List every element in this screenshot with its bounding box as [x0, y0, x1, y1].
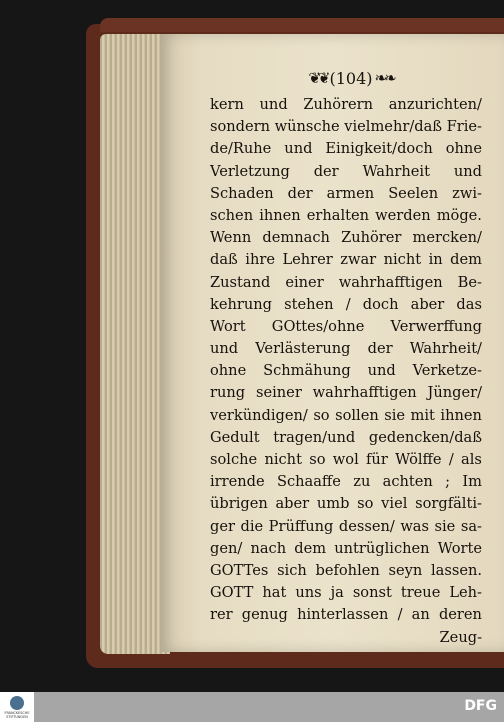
catchword: Zeug-: [439, 628, 482, 646]
word: und: [259, 96, 288, 113]
word: genug: [241, 606, 288, 624]
word: Gedult: [210, 428, 260, 446]
word: kehrung: [210, 295, 272, 313]
word: der: [313, 162, 339, 180]
word: Verketze-: [412, 362, 482, 380]
word: viel: [381, 495, 408, 513]
word: zwi-: [452, 184, 482, 202]
word: lassen.: [430, 561, 482, 579]
word: als: [461, 451, 482, 468]
word: armen: [326, 184, 375, 202]
word: sie: [384, 406, 406, 424]
word: Prüffung: [268, 517, 334, 535]
word: sonst: [352, 584, 392, 602]
word: nicht: [264, 451, 302, 468]
word: Wahrheit: [362, 162, 430, 180]
word: mit: [410, 406, 435, 424]
word: GOTTes: [210, 561, 269, 579]
word: seyn: [388, 561, 423, 579]
word: umb: [316, 495, 350, 513]
word: Zuhörern: [303, 96, 374, 113]
word: ;: [445, 473, 451, 491]
body-text: [210, 94, 482, 649]
word: so: [313, 406, 330, 424]
word: erhalten: [306, 206, 370, 224]
word: nicht: [383, 251, 422, 269]
word: tragen/und: [273, 428, 356, 446]
ornament-right-icon: ❧❧: [374, 69, 394, 87]
word: untrüglichen: [334, 539, 430, 557]
word: achten: [382, 473, 433, 491]
text-line: [210, 538, 482, 560]
word: nach: [250, 539, 287, 557]
word: deren: [438, 606, 482, 624]
word: sondern: [210, 118, 271, 136]
word: und: [284, 140, 313, 158]
text-line: [210, 382, 482, 404]
word: wahrhafftigen: [312, 384, 417, 402]
word: ger: [210, 517, 235, 535]
word: stehen: [284, 295, 334, 313]
word: Worte: [437, 539, 482, 557]
word: Wahrheit/: [409, 340, 482, 358]
text-line: [210, 471, 482, 493]
word: rung: [210, 384, 246, 402]
word: wol: [332, 451, 359, 468]
word: Zustand: [210, 273, 271, 291]
word: zwar: [340, 251, 377, 269]
word: was: [400, 517, 429, 535]
word: GOttes/ohne: [271, 317, 365, 335]
word: ihre: [245, 251, 275, 269]
word: so: [357, 495, 374, 513]
text-line: [210, 560, 482, 582]
word: Leh-: [449, 584, 482, 602]
word: Schaden: [210, 184, 274, 202]
word: Seelen: [388, 184, 439, 202]
word: /: [345, 295, 351, 313]
word: Einigkeit/doch: [325, 140, 433, 158]
word: werden: [375, 206, 431, 224]
word: Schmähung: [263, 362, 351, 380]
word: treue: [400, 584, 441, 602]
word: befohlen: [315, 561, 380, 579]
text-line: [210, 338, 482, 360]
word: solche: [210, 451, 258, 468]
word: dem: [294, 539, 327, 557]
text-line: [210, 405, 482, 427]
text-line: [210, 294, 482, 316]
word: doch: [362, 295, 399, 313]
word: an: [411, 606, 430, 624]
text-line: [210, 604, 482, 626]
word: vielmehr/daß: [344, 118, 443, 136]
word: sich: [277, 561, 307, 579]
word: daß: [210, 251, 238, 269]
text-line: [210, 449, 482, 471]
word: kern: [210, 96, 244, 113]
word: übrigen: [210, 495, 268, 513]
word: Verletzung: [210, 162, 290, 180]
word: Verwerffung: [390, 317, 482, 335]
word: der: [367, 340, 393, 358]
text-line: [210, 183, 482, 205]
dfg-logo[interactable]: DFG: [464, 698, 497, 714]
institution-logo[interactable]: [0, 692, 34, 722]
page-header: [295, 66, 407, 90]
word: Frie-: [446, 118, 482, 136]
word: Be-: [457, 273, 482, 291]
word: in: [428, 251, 443, 269]
word: zu: [353, 473, 371, 491]
word: für: [366, 451, 388, 468]
word: dem: [450, 251, 482, 269]
word: aber: [275, 495, 310, 513]
word: Zuhörer: [341, 229, 402, 247]
word: und: [210, 340, 239, 358]
text-line: [210, 138, 482, 160]
word: gedencken/daß: [368, 428, 482, 446]
word: der: [287, 184, 313, 202]
text-line: [210, 116, 482, 138]
word: mercken/: [412, 229, 482, 247]
word: hat: [262, 584, 287, 602]
word: /: [397, 606, 403, 624]
word: sie: [434, 517, 456, 535]
word: Wölffe: [395, 451, 442, 468]
word: wahrhafftigen: [338, 273, 443, 291]
word: ohne: [210, 362, 247, 380]
text-line: [210, 360, 482, 382]
word: die: [240, 517, 264, 535]
word: schen: [210, 206, 254, 224]
text-line: [210, 161, 482, 183]
word: Schaaffe: [276, 473, 341, 491]
viewer-footer-bar: [0, 692, 504, 722]
word: sa-: [460, 517, 482, 535]
text-line: [210, 249, 482, 271]
word: irrende: [210, 473, 265, 491]
word: möge.: [436, 206, 482, 224]
word: seiner: [255, 384, 302, 402]
word: Lehrer: [282, 251, 333, 269]
word: ohne: [445, 140, 482, 158]
ornament-left-icon: ❦❦: [308, 69, 328, 87]
word: Jünger/: [427, 384, 482, 402]
word: dessen/: [338, 517, 395, 535]
word: hinterlassen: [297, 606, 389, 624]
text-line: [210, 94, 482, 116]
word: GOTT: [210, 584, 254, 602]
word: uns: [295, 584, 322, 602]
word: rer: [210, 606, 233, 624]
word: einer: [285, 273, 324, 291]
word: ihnen: [259, 206, 301, 224]
book-cover-top-edge: [100, 18, 504, 32]
word: Verlästerung: [255, 340, 351, 358]
logo-emblem-icon: [10, 696, 24, 710]
word: demnach: [262, 229, 330, 247]
page-number: (104): [329, 68, 373, 88]
text-line: [210, 205, 482, 227]
logo-caption: FRANCKESCHE STIFTUNGEN: [4, 711, 30, 719]
word: Wort: [210, 317, 246, 335]
text-line: [210, 316, 482, 338]
word: das: [456, 295, 482, 313]
word: verkündigen/: [210, 406, 308, 424]
word: Im: [462, 473, 482, 491]
word: sollen: [335, 406, 379, 424]
text-line: [210, 493, 482, 515]
word: /: [448, 451, 454, 468]
word: gen/: [210, 539, 243, 557]
word: Wenn: [210, 229, 252, 247]
text-line: [210, 227, 482, 249]
text-line: [210, 582, 482, 604]
word: und: [367, 362, 396, 380]
text-line: [210, 272, 482, 294]
word: ja: [330, 584, 344, 602]
word: wünsche: [274, 118, 340, 136]
word: anzurichten/: [388, 96, 482, 113]
word: aber: [410, 295, 445, 313]
word: de/Ruhe: [210, 140, 272, 158]
word: sorgfälti-: [415, 495, 482, 513]
word: so: [309, 451, 326, 468]
text-line: [210, 427, 482, 449]
text-line: [210, 516, 482, 538]
word: und: [453, 162, 482, 180]
word: ihnen: [440, 406, 482, 424]
